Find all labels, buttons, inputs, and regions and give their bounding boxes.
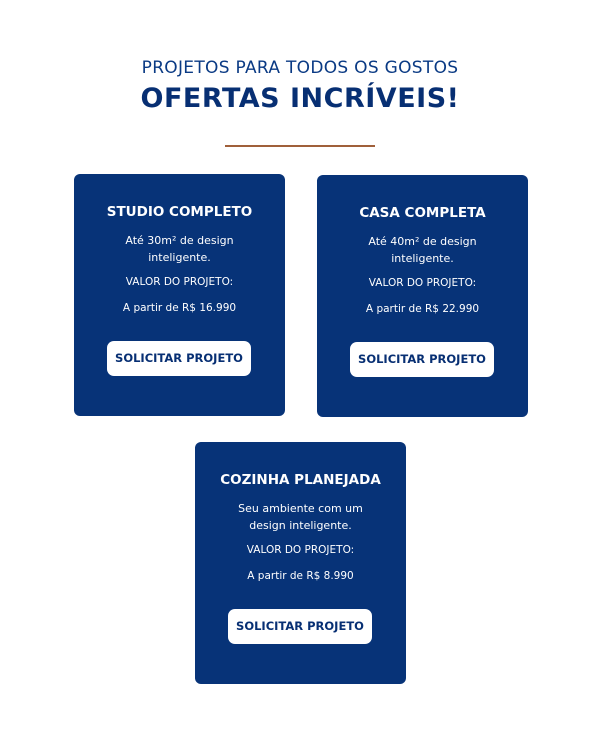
offer-price: A partir de R$ 22.990 xyxy=(365,303,480,315)
offer-price: A partir de R$ 16.990 xyxy=(122,302,237,314)
offer-value-label: VALOR DO PROJETO: xyxy=(368,277,477,289)
request-project-button[interactable]: SOLICITAR PROJETO xyxy=(228,609,372,644)
offer-title: STUDIO COMPLETO xyxy=(106,204,253,220)
offer-card-cozinha xyxy=(195,442,406,684)
offer-description: Seu ambiente com um design inteligente. xyxy=(238,502,363,532)
offer-title: CASA COMPLETA xyxy=(359,205,486,221)
offer-price: A partir de R$ 8.990 xyxy=(247,570,354,582)
offer-card-studio xyxy=(74,174,285,416)
section-eyebrow: PROJETOS PARA TODOS OS GOSTOS xyxy=(141,58,459,78)
offer-description: Até 30m² de design inteligente. xyxy=(125,234,234,264)
request-project-button[interactable]: SOLICITAR PROJETO xyxy=(107,341,251,376)
request-project-button[interactable]: SOLICITAR PROJETO xyxy=(350,342,494,377)
offer-card-casa xyxy=(317,175,528,417)
section-headline: OFERTAS INCRÍVEIS! xyxy=(140,83,460,114)
offer-value-label: VALOR DO PROJETO: xyxy=(125,276,234,288)
offer-description: Até 40m² de design inteligente. xyxy=(368,235,477,265)
section-divider xyxy=(225,145,375,147)
offer-value-label: VALOR DO PROJETO: xyxy=(246,544,355,556)
offer-title: COZINHA PLANEJADA xyxy=(220,472,381,488)
